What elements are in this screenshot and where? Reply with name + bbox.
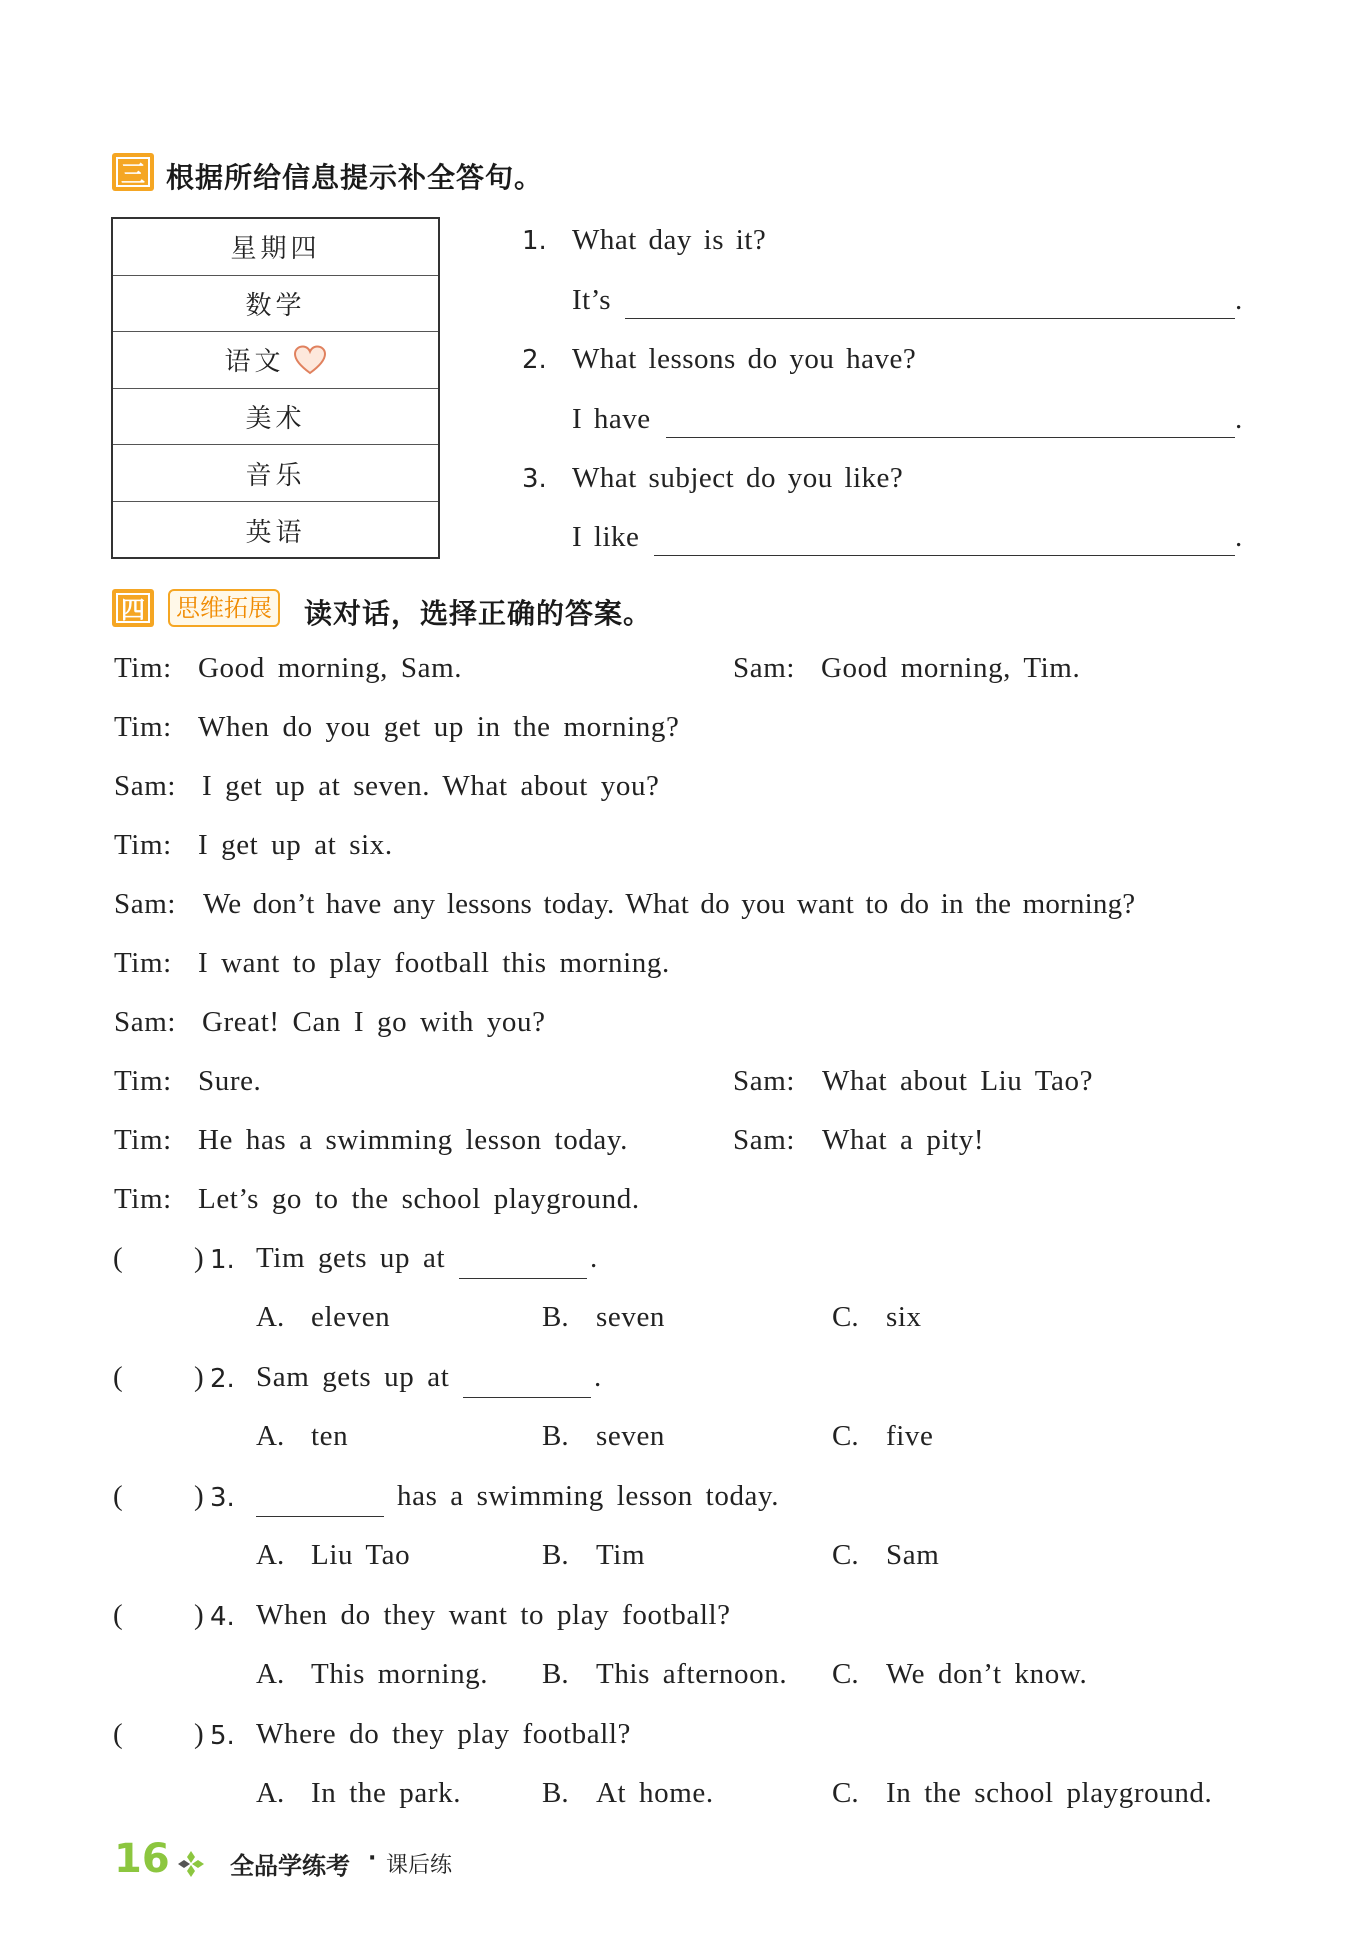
- dialogue-line: What about Liu Tao?: [822, 1065, 1094, 1097]
- answer-prefix: I have: [572, 403, 651, 435]
- answer-paren-close: ): [194, 1361, 205, 1393]
- mcq-question: Tim gets up at: [256, 1242, 446, 1274]
- dialogue-speaker: Tim:: [114, 829, 172, 861]
- dialogue-speaker: Tim:: [114, 652, 172, 684]
- section-4-title: 读对话，选择正确的答案。: [304, 597, 653, 630]
- dialogue-speaker: Sam:: [733, 1065, 796, 1097]
- schedule-row-english: 英语: [245, 517, 306, 548]
- schedule-row-day: 星期四: [113, 219, 438, 276]
- mcq-blank[interactable]: [463, 1397, 591, 1398]
- dialogue-line: Good morning, Tim.: [821, 652, 1081, 684]
- answer-blank[interactable]: [625, 318, 1235, 319]
- option-a-text[interactable]: ten: [311, 1420, 349, 1452]
- option-b-text[interactable]: seven: [596, 1301, 666, 1333]
- option-a-text[interactable]: This morning.: [311, 1658, 489, 1690]
- mcq-question: Sam gets up at: [256, 1361, 450, 1393]
- option-b-text[interactable]: seven: [596, 1420, 666, 1452]
- mcq-number: 4.: [210, 1602, 235, 1632]
- option-c-label: C.: [832, 1658, 859, 1690]
- option-c-text[interactable]: We don’t know.: [886, 1658, 1088, 1690]
- dialogue-line: I get up at seven. What about you?: [202, 770, 660, 802]
- brand-separator: ·: [368, 1846, 377, 1871]
- dialogue-line: We don’t have any lessons today. What do you want to do in the morning?: [203, 888, 1136, 920]
- option-c-text[interactable]: five: [886, 1420, 934, 1452]
- question-text: What subject do you like?: [572, 462, 904, 494]
- question-number: 2.: [522, 345, 547, 375]
- question-number: 3.: [522, 464, 547, 494]
- mcq-number: 3.: [210, 1483, 235, 1513]
- answer-slot[interactable]: [128, 1246, 192, 1276]
- section-4-badge: 四: [112, 589, 154, 627]
- option-b-label: B.: [542, 1777, 569, 1809]
- answer-paren-open: (: [113, 1599, 124, 1631]
- dialogue-line: Sure.: [198, 1065, 262, 1097]
- heart-icon: [293, 345, 327, 375]
- answer-slot[interactable]: [128, 1365, 192, 1395]
- option-a-label: A.: [256, 1301, 285, 1333]
- mcq-question: Where do they play football?: [256, 1718, 632, 1750]
- option-c-label: C.: [832, 1420, 859, 1452]
- dialogue-speaker: Sam:: [733, 652, 796, 684]
- option-c-label: C.: [832, 1539, 859, 1571]
- answer-paren-close: ): [194, 1480, 205, 1512]
- answer-paren-open: (: [113, 1480, 124, 1512]
- section-3-title: 根据所给信息提示补全答句。: [166, 161, 544, 194]
- option-b-text[interactable]: At home.: [596, 1777, 714, 1809]
- dialogue-speaker: Sam:: [114, 1006, 177, 1038]
- dialogue-speaker: Sam:: [114, 770, 177, 802]
- answer-slot[interactable]: [128, 1484, 192, 1514]
- answer-paren-open: (: [113, 1361, 124, 1393]
- option-c-text[interactable]: six: [886, 1301, 922, 1333]
- schedule-row-math: 数学: [113, 276, 438, 333]
- option-a-label: A.: [256, 1539, 285, 1571]
- option-b-label: B.: [542, 1658, 569, 1690]
- answer-prefix: It’s: [572, 284, 612, 316]
- option-c-text[interactable]: Sam: [886, 1539, 940, 1571]
- answer-slot[interactable]: [128, 1603, 192, 1633]
- answer-blank[interactable]: [666, 437, 1235, 438]
- dialogue-line: When do you get up in the morning?: [198, 711, 680, 743]
- schedule-table: [111, 217, 440, 559]
- brand-subtitle: 课后练: [386, 1853, 453, 1878]
- thinking-extension-tag: 思维拓展: [168, 589, 280, 627]
- dialogue-speaker: Sam:: [114, 888, 177, 920]
- option-c-text[interactable]: In the school playground.: [886, 1777, 1213, 1809]
- mcq-blank[interactable]: [459, 1278, 587, 1279]
- answer-end: .: [1235, 521, 1243, 553]
- option-a-label: A.: [256, 1777, 285, 1809]
- mcq-question: has a swimming lesson today.: [397, 1480, 780, 1512]
- answer-slot[interactable]: [128, 1722, 192, 1752]
- question-text: What lessons do you have?: [572, 343, 917, 375]
- dialogue-line: I want to play football this morning.: [198, 947, 670, 979]
- option-a-label: A.: [256, 1420, 285, 1452]
- mcq-number: 2.: [210, 1364, 235, 1394]
- mcq-question-end: .: [590, 1242, 598, 1274]
- option-a-label: A.: [256, 1658, 285, 1690]
- page-number: 16: [114, 1836, 170, 1882]
- answer-paren-open: (: [113, 1718, 124, 1750]
- dialogue-speaker: Tim:: [114, 1065, 172, 1097]
- dialogue-speaker: Tim:: [114, 1124, 172, 1156]
- mcq-question: When do they want to play football?: [256, 1599, 731, 1631]
- question-text: What day is it?: [572, 224, 767, 256]
- mcq-blank[interactable]: [256, 1516, 384, 1517]
- option-c-label: C.: [832, 1777, 859, 1809]
- answer-prefix: I like: [572, 521, 640, 553]
- dialogue-line: I get up at six.: [198, 829, 393, 861]
- answer-paren-close: ): [194, 1242, 205, 1274]
- option-a-text[interactable]: Liu Tao: [311, 1539, 411, 1571]
- dialogue-line: Let’s go to the school playground.: [198, 1183, 640, 1215]
- option-b-text[interactable]: This afternoon.: [596, 1658, 788, 1690]
- question-number: 1.: [522, 226, 547, 256]
- mcq-number: 1.: [210, 1245, 235, 1275]
- option-b-text[interactable]: Tim: [596, 1539, 646, 1571]
- option-c-label: C.: [832, 1301, 859, 1333]
- option-b-label: B.: [542, 1539, 569, 1571]
- mcq-number: 5.: [210, 1721, 235, 1751]
- answer-paren-close: ): [194, 1718, 205, 1750]
- dialogue-speaker: Tim:: [114, 711, 172, 743]
- clover-icon: [176, 1849, 206, 1879]
- option-b-label: B.: [542, 1420, 569, 1452]
- mcq-question-end: .: [594, 1361, 602, 1393]
- dialogue-line: What a pity!: [822, 1124, 985, 1156]
- answer-end: .: [1235, 284, 1243, 316]
- dialogue-line: Good morning, Sam.: [198, 652, 463, 684]
- dialogue-speaker: Sam:: [733, 1124, 796, 1156]
- dialogue-line: Great! Can I go with you?: [202, 1006, 546, 1038]
- brand-name: 全品学练考: [230, 1852, 350, 1880]
- dialogue-line: He has a swimming lesson today.: [198, 1124, 628, 1156]
- schedule-row-music: 音乐: [113, 445, 438, 502]
- option-a-text[interactable]: eleven: [311, 1301, 391, 1333]
- option-a-text[interactable]: In the park.: [311, 1777, 462, 1809]
- dialogue-speaker: Tim:: [114, 1183, 172, 1215]
- dialogue-speaker: Tim:: [114, 947, 172, 979]
- answer-end: .: [1235, 403, 1243, 435]
- answer-blank[interactable]: [654, 555, 1235, 556]
- answer-paren-close: ): [194, 1599, 205, 1631]
- schedule-row-chinese: 语文: [113, 332, 438, 389]
- option-b-label: B.: [542, 1301, 569, 1333]
- answer-paren-open: (: [113, 1242, 124, 1274]
- section-3-badge: 三: [112, 153, 154, 191]
- schedule-row-art: 美术: [113, 389, 438, 446]
